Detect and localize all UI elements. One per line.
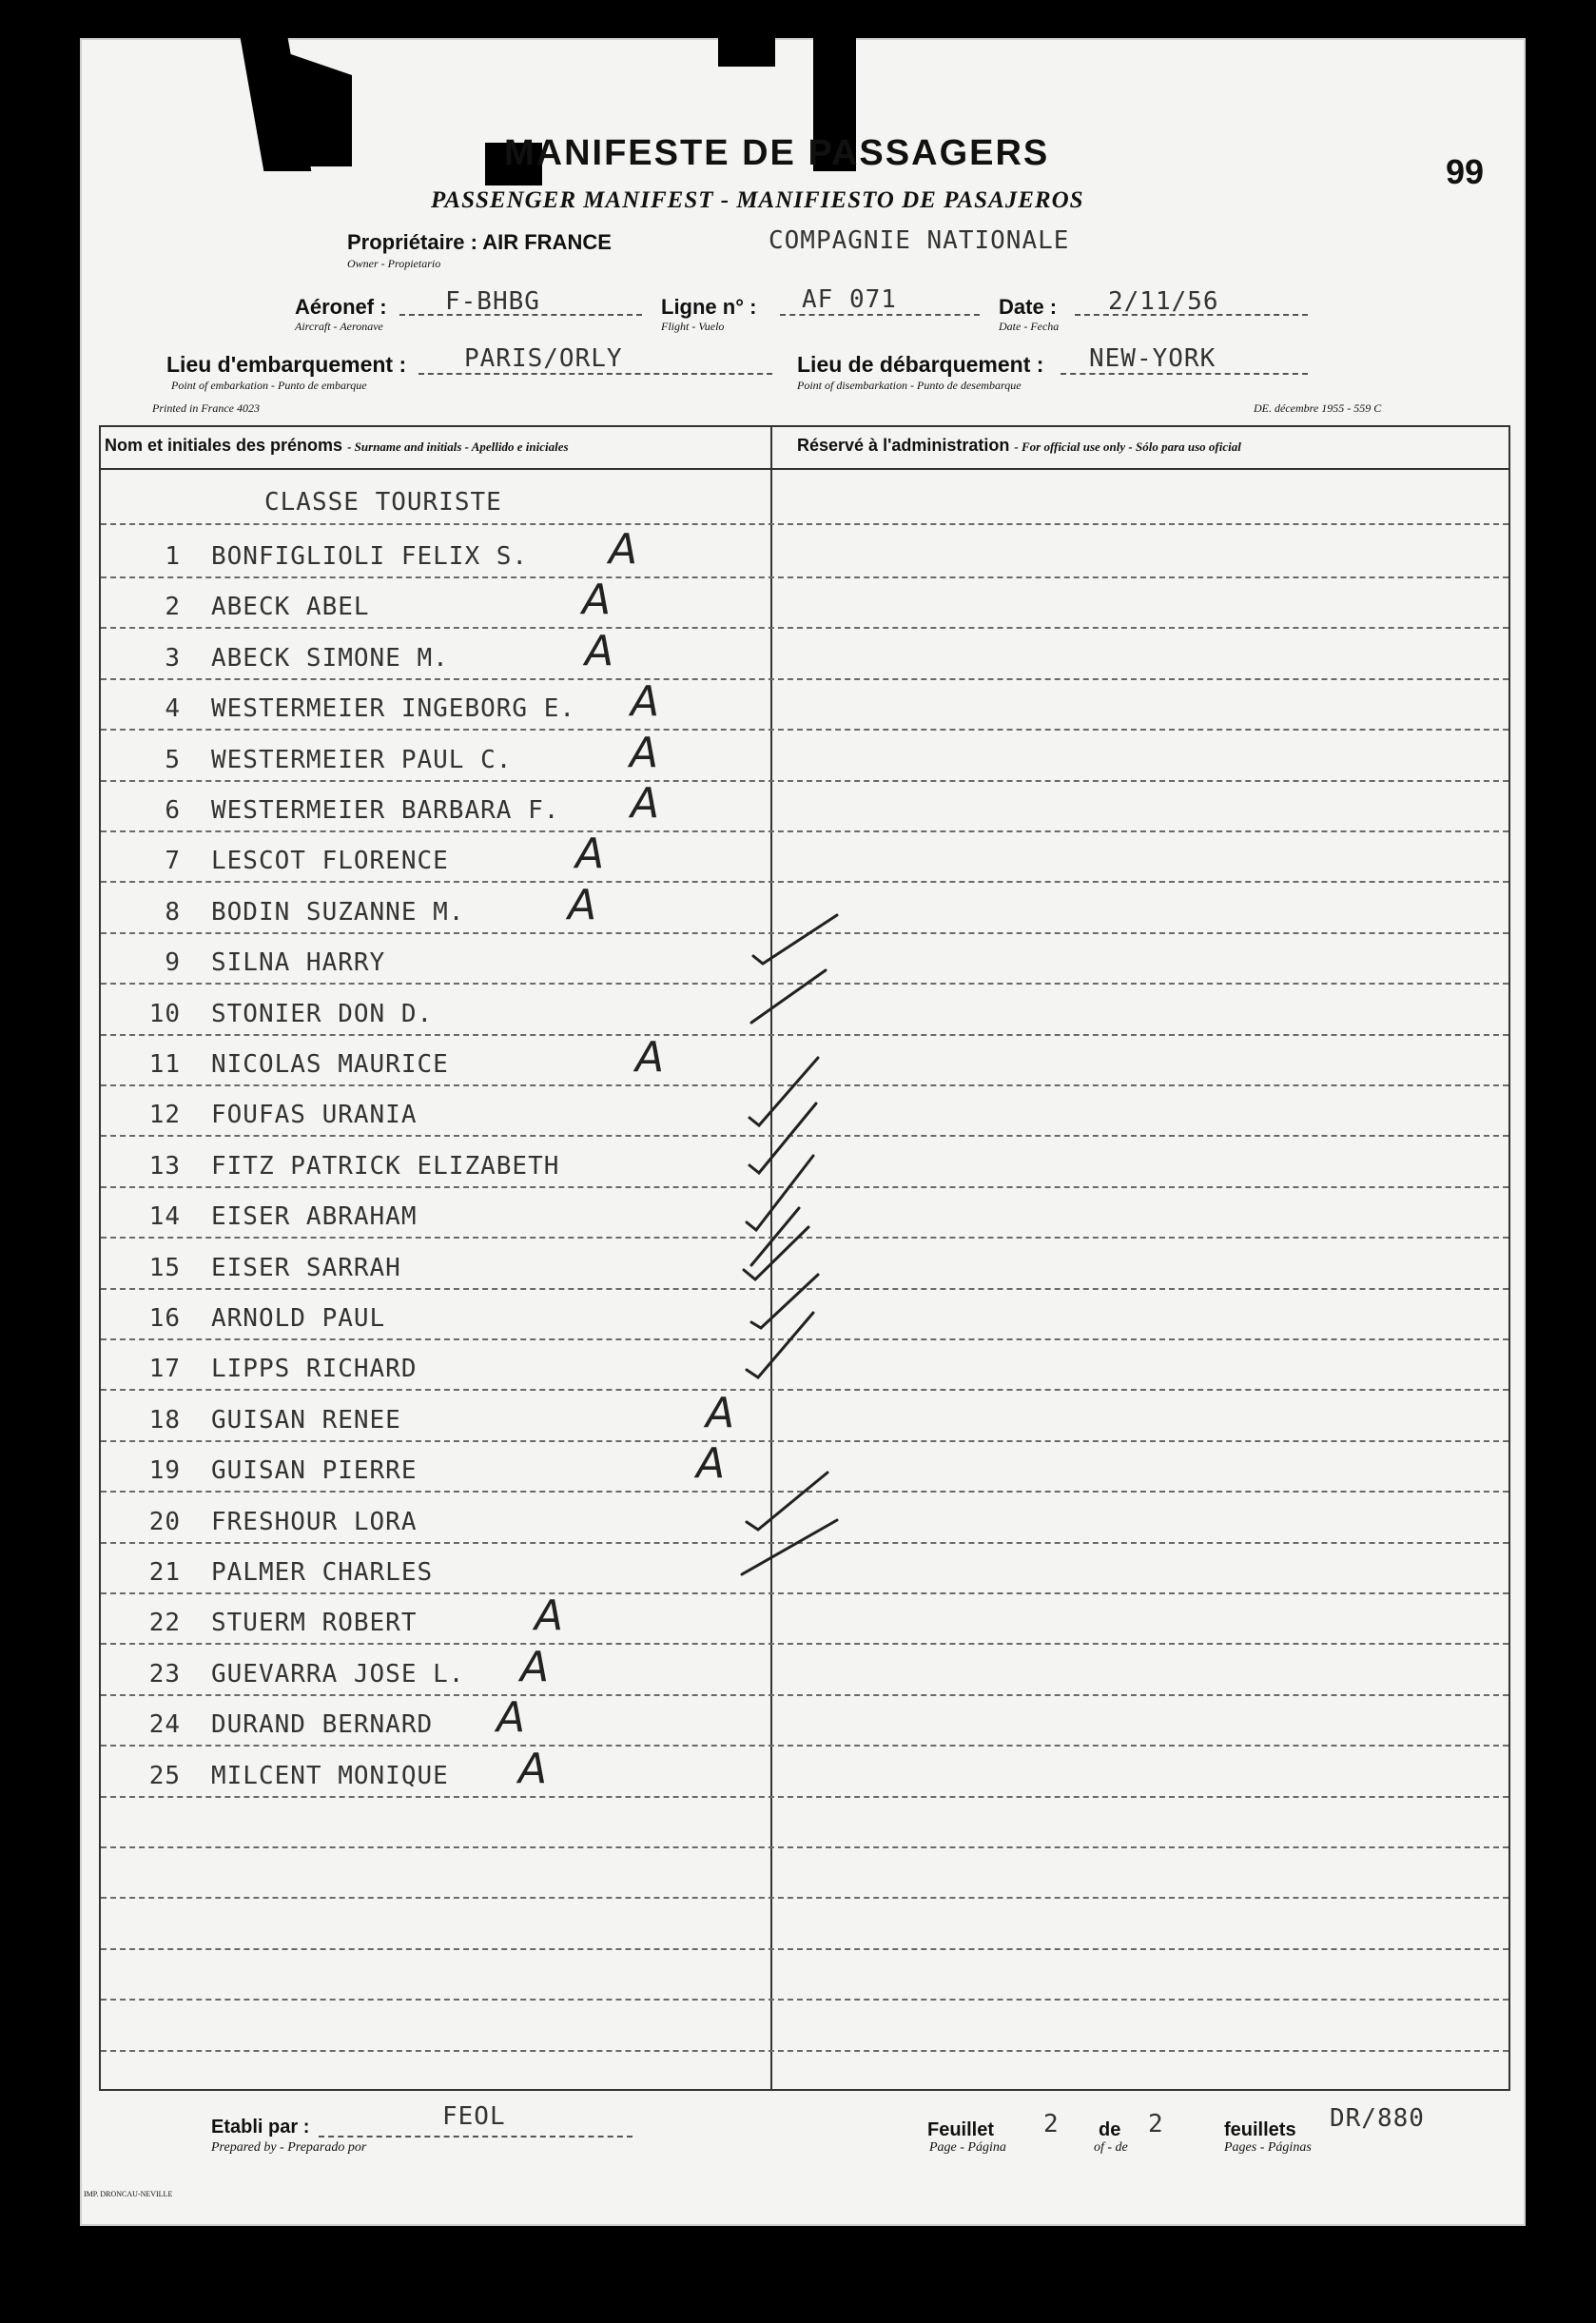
handwritten-mark: A	[535, 1591, 564, 1641]
page-number: 99	[1446, 152, 1485, 191]
passenger-name: EISER ABRAHAM	[211, 1202, 418, 1232]
date-label: Date :	[999, 295, 1058, 319]
passenger-name: ABECK SIMONE M.	[211, 643, 449, 673]
line-value: AF 071	[802, 285, 897, 314]
passenger-name: BODIN SUZANNE M.	[211, 897, 465, 927]
sheet-label: Feuillet	[927, 2119, 995, 2140]
disembark-value: NEW-YORK	[1089, 344, 1216, 373]
handwritten-mark: A	[609, 525, 638, 574]
aircraft-value: F-BHBG	[445, 287, 540, 316]
handwritten-mark: A	[520, 1642, 550, 1691]
embark-sub: Point of embarkation - Punto de embarque	[171, 379, 367, 392]
sheets-sub: Pages - Páginas	[1224, 2140, 1312, 2155]
sheet-value: 2	[1043, 2110, 1060, 2138]
passenger-name: GUISAN RENEE	[211, 1405, 401, 1435]
handwritten-mark: A	[575, 830, 605, 879]
col2-header-sub: - For official use only - Sólo para uso oficial	[1014, 439, 1241, 454]
passenger-name: BONFIGLIOLI FELIX S.	[211, 542, 529, 571]
passenger-name: ABECK ABEL	[211, 593, 370, 622]
col1-header-label: Nom et initiales des prénoms	[105, 436, 343, 455]
col1-header-sub: - Surname and initials - Apellido e iniciales	[347, 439, 569, 454]
passenger-number: 7	[165, 847, 181, 876]
manifest-title: MANIFESTE DE PASSAGERS	[504, 133, 1050, 173]
handwritten-mark: A	[631, 779, 660, 828]
handwritten-mark: A	[496, 1693, 526, 1743]
manifest-subtitle: PASSENGER MANIFEST - MANIFIESTO DE PASAJEROS	[431, 187, 1084, 213]
passenger-number: 16	[148, 1304, 181, 1333]
passenger-name: SILNA HARRY	[211, 948, 386, 978]
printed-right: DE. décembre 1955 - 559 C	[1254, 401, 1382, 415]
passenger-name: LIPPS RICHARD	[211, 1355, 418, 1384]
class-label: CLASSE TOURISTE	[264, 488, 502, 517]
passenger-name: WESTERMEIER BARBARA F.	[211, 796, 560, 825]
of-label: de	[1099, 2119, 1121, 2140]
check-mark-icon	[747, 1313, 813, 1377]
sheets-label: feuillets	[1224, 2119, 1296, 2140]
passenger-name: FOUFAS URANIA	[211, 1101, 418, 1130]
passenger-number: 6	[165, 796, 181, 825]
passenger-number: 3	[165, 643, 181, 673]
passenger-name: GUEVARRA JOSE L.	[211, 1659, 465, 1689]
passenger-number: 2	[165, 593, 181, 622]
passenger-number: 19	[148, 1456, 181, 1486]
passenger-number: 10	[148, 999, 181, 1028]
check-mark-icon	[747, 1473, 827, 1530]
date-sub: Date - Fecha	[999, 320, 1060, 333]
handwritten-mark: A	[518, 1744, 548, 1793]
check-mark-icon	[751, 1208, 799, 1265]
passenger-name: ARNOLD PAUL	[211, 1304, 386, 1333]
passenger-number: 5	[165, 745, 181, 774]
sheets-value: DR/880	[1330, 2104, 1425, 2133]
passenger-number: 23	[148, 1659, 181, 1689]
imprint: IMP. DRONCAU-NEVILLE	[84, 2190, 173, 2198]
passenger-name: EISER SARRAH	[211, 1253, 401, 1282]
check-mark-icon	[747, 1156, 813, 1230]
prepared-line	[319, 2136, 633, 2138]
passenger-number: 9	[165, 948, 181, 978]
passenger-number: 13	[148, 1151, 181, 1181]
passenger-name: GUISAN PIERRE	[211, 1456, 418, 1486]
printed-left: Printed in France 4023	[152, 401, 260, 415]
embark-value: PARIS/ORLY	[464, 344, 623, 373]
passenger-number: 4	[165, 694, 181, 724]
aircraft-label: Aéronef :	[295, 295, 387, 319]
owner-label: Propriétaire : AIR FRANCE	[347, 230, 612, 254]
passenger-name: WESTERMEIER PAUL C.	[211, 745, 513, 774]
passenger-number: 17	[148, 1355, 181, 1384]
passenger-name: FITZ PATRICK ELIZABETH	[211, 1151, 560, 1181]
line-sub: Flight - Vuelo	[661, 320, 725, 333]
passenger-name: DURAND BERNARD	[211, 1710, 434, 1740]
prepared-value: FEOL	[442, 2102, 506, 2131]
passenger-name: LESCOT FLORENCE	[211, 847, 449, 876]
handwritten-mark: A	[631, 677, 660, 727]
aircraft-sub: Aircraft - Aeronave	[295, 320, 383, 333]
owner-value: COMPAGNIE NATIONALE	[769, 226, 1070, 255]
sheet-sub: Page - Página	[929, 2140, 1006, 2155]
disembark-label: Lieu de débarquement :	[797, 352, 1044, 377]
of-sub: of - de	[1094, 2140, 1128, 2155]
check-mark-icon	[751, 970, 826, 1023]
line-label: Ligne n° :	[661, 295, 757, 319]
passenger-name: WESTERMEIER INGEBORG E.	[211, 694, 576, 724]
passenger-number: 25	[148, 1761, 181, 1790]
owner-sub: Owner - Propietario	[347, 257, 441, 270]
passenger-number: 24	[148, 1710, 181, 1740]
of-value: 2	[1148, 2110, 1164, 2138]
passenger-number: 21	[148, 1558, 181, 1587]
passenger-name: STONIER DON D.	[211, 999, 434, 1028]
passenger-number: 11	[148, 1050, 181, 1079]
passenger-name: FRESHOUR LORA	[211, 1507, 418, 1536]
handwritten-mark: A	[635, 1033, 665, 1082]
passenger-name: MILCENT MONIQUE	[211, 1761, 449, 1790]
passenger-number: 18	[148, 1405, 181, 1435]
passenger-number: 20	[148, 1507, 181, 1536]
passenger-number: 14	[148, 1202, 181, 1232]
check-mark-icon	[753, 915, 837, 964]
handwritten-mark: A	[585, 626, 614, 675]
passenger-number: 15	[148, 1253, 181, 1282]
handwritten-mark: A	[630, 728, 659, 777]
handwritten-mark: A	[696, 1439, 726, 1489]
check-mark-icon	[749, 1103, 816, 1173]
col2-header-label: Réservé à l'administration	[797, 436, 1010, 455]
prepared-label: Etabli par :	[211, 2117, 310, 2138]
passenger-name: PALMER CHARLES	[211, 1558, 434, 1587]
passenger-number: 8	[165, 897, 181, 927]
passenger-name: NICOLAS MAURICE	[211, 1050, 449, 1079]
prepared-sub: Prepared by - Preparado por	[211, 2140, 367, 2155]
date-value: 2/11/56	[1108, 287, 1219, 316]
embark-label: Lieu d'embarquement :	[166, 352, 407, 377]
passenger-number: 1	[165, 542, 181, 571]
disembark-sub: Point of disembarkation - Punto de desembarque	[797, 379, 1022, 392]
handwritten-mark: A	[568, 880, 597, 929]
passenger-number: 12	[148, 1101, 181, 1130]
handwritten-mark: A	[582, 576, 612, 625]
passenger-name: STUERM ROBERT	[211, 1609, 418, 1638]
handwritten-mark: A	[706, 1388, 735, 1437]
passenger-number: 22	[148, 1609, 181, 1638]
